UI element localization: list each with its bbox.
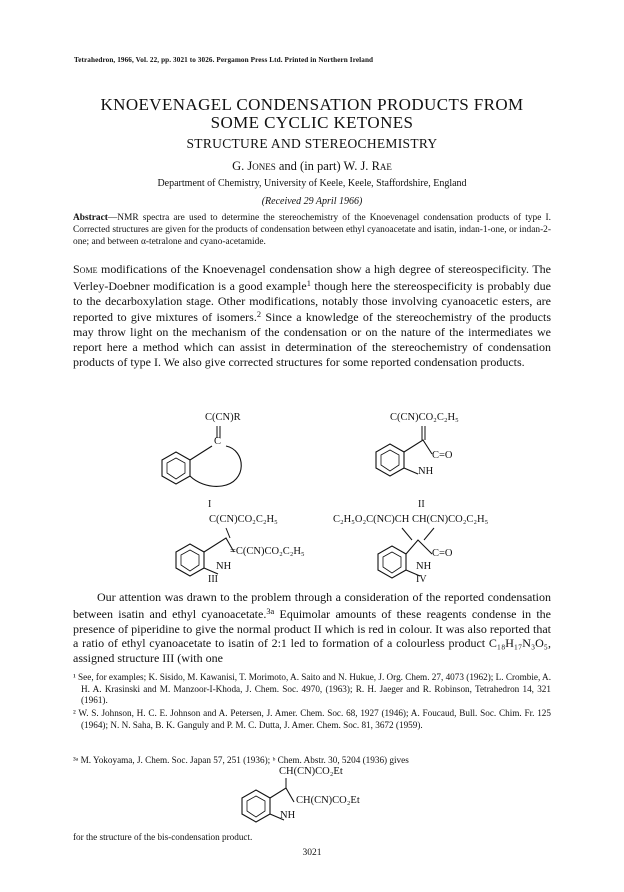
- footnote-1: ¹ See, for examples; K. Sisido, M. Kawanisi, T. Morimoto, A. Saito and N. Hukue, J. Org. Chem. 27, 4073 (1962); L. Crombie, A. H. A. Krasinski and M. Manzoor-I-Khoda, J. Chem. Soc. 4970, (1963); R. H. Jaeger and R. Robinson, Tetrahedron 14, 321 (1961).: [73, 672, 551, 706]
- structure-III-label: III: [208, 574, 218, 585]
- author-connector: and (in part) W. J.: [275, 159, 372, 173]
- structure-III-side-chain: =C(CN)CO₂C₂H₅: [230, 546, 305, 557]
- structure-IV-carbonyl: C=O: [432, 548, 453, 559]
- affiliation: Department of Chemistry, University of Keele, Keele, Staffordshire, England: [157, 178, 467, 189]
- structure-IV-label: IV: [416, 574, 427, 585]
- footnote-3: ³ᵃ M. Yokoyama, J. Chem. Soc. Japan 57, 251 (1936); ᵇ Chem. Abstr. 30, 5204 (1936) gives: [73, 755, 409, 765]
- ref-2: 2: [256, 310, 262, 320]
- page-number: 3021: [302, 848, 322, 858]
- author-surname-2: Rae: [371, 159, 392, 173]
- footnote-2: ² W. S. Johnson, H. C. E. Johnson and A. Petersen, J. Amer. Chem. Soc. 68, 1927 (1946); A. Foucaud, Bull. Soc. Chim. Fr. 125 (1964); N. N. Saha, B. K. Ganguly and P. M. C. Dutta, J. Amer. Chem. Soc. 81, 3672 (1959).: [73, 708, 551, 730]
- article-title: [60, 96, 564, 132]
- received-date: (Received 29 April 1966): [261, 196, 363, 207]
- structure-I-substituent: C(CN)R: [205, 412, 241, 423]
- footnote-structure-nh: NH: [280, 810, 296, 821]
- structure-III-nh: NH: [216, 561, 232, 572]
- journal-header: Tetrahedron, 1966, Vol. 22, pp. 3021 to 3026. Pergamon Press Ltd. Printed in Northern Ireland: [74, 56, 374, 64]
- footnote-structure-top-group: CH(CN)CO₂Et: [279, 766, 343, 777]
- abstract-label: Abstract: [73, 213, 108, 223]
- footnote-3-continuation: for the structure of the bis-condensation product.: [73, 832, 253, 842]
- author-initials-1: G.: [232, 159, 248, 173]
- structure-II-substituent: C(CN)CO₂C₂H₅: [390, 412, 459, 423]
- structure-II-carbonyl: C=O: [432, 450, 453, 461]
- structure-I-carbon: C: [214, 436, 222, 447]
- intro-text-1: modifications of the Knoevenagel condensation show a high degree of stereospecificity. The Verley-Doebner modification is a good example: [73, 262, 551, 293]
- structure-IV-nh: NH: [416, 561, 432, 572]
- intro-text-2: though here the stereospecificity is probably due to the decarboxylation stage. Other modifications, notably those involving cyanoacetic esters, are reported to give mixtures of isomers.: [73, 278, 551, 325]
- ref-1: 1: [306, 278, 311, 288]
- discussion-paragraph: [73, 590, 551, 666]
- structure-I-label: I: [208, 499, 212, 510]
- article-subtitle: STRUCTURE AND STEREOCHEMISTRY: [186, 136, 438, 151]
- structure-III-substituent: C(CN)CO₂C₂H₅: [209, 514, 278, 525]
- intro-smallcap: Some: [73, 262, 98, 276]
- structure-II-label: II: [418, 499, 425, 510]
- title-line-1: KNOEVENAGEL CONDENSATION PRODUCTS FROM: [100, 95, 524, 114]
- structure-IV-substituent: C₂H₅O₂C(NC)CH CH(CN)CO₂C₂H₅: [333, 514, 489, 525]
- author-surname-1: Jones: [247, 159, 276, 173]
- footnote-structure-side-group: CH(CN)CO₂Et: [296, 795, 360, 806]
- intro-text-3: Since a knowledge of the stereochemistry of the products may throw light on the mechanism of the condensation or on the nature of the intermediates we report here a method which can assist in determination of the stereochemistry of condensation products of type I. We also give corrected structures for some reported condensation products.: [73, 310, 552, 369]
- abstract: [73, 212, 551, 248]
- discussion-text-1: Our attention was drawn to the problem through a consideration of the reported condensation between isatin and ethyl cyanoacetate.: [73, 590, 551, 621]
- title-line-2: SOME CYCLIC KETONES: [210, 113, 414, 132]
- discussion-text-2: Equimolar amounts of these reagents condense in the presence of piperidine to give the normal product II which is red in colour. It was also reported that a ratio of ethyl cyanoacetate to isatin of 2:1 led to formation of a colourless product C₁₈H₁₇N₃O₅, assigned structure III (with one: [73, 606, 552, 666]
- abstract-text: —NMR spectra are used to determine the stereochemistry of the Knoevenagel condensation products of type I. Corrected structures are given for the products of condensation between ethyl cyanoacetate and isatin, indan-1-one, or indan-2-one; and between α-tetralone and cyano-acetamide.: [73, 213, 551, 247]
- structure-II-nh: NH: [418, 466, 434, 477]
- authors: [60, 159, 564, 174]
- ref-3a: 3a: [266, 606, 275, 616]
- intro-paragraph: [73, 262, 551, 370]
- structure-I-drawing: [150, 424, 260, 494]
